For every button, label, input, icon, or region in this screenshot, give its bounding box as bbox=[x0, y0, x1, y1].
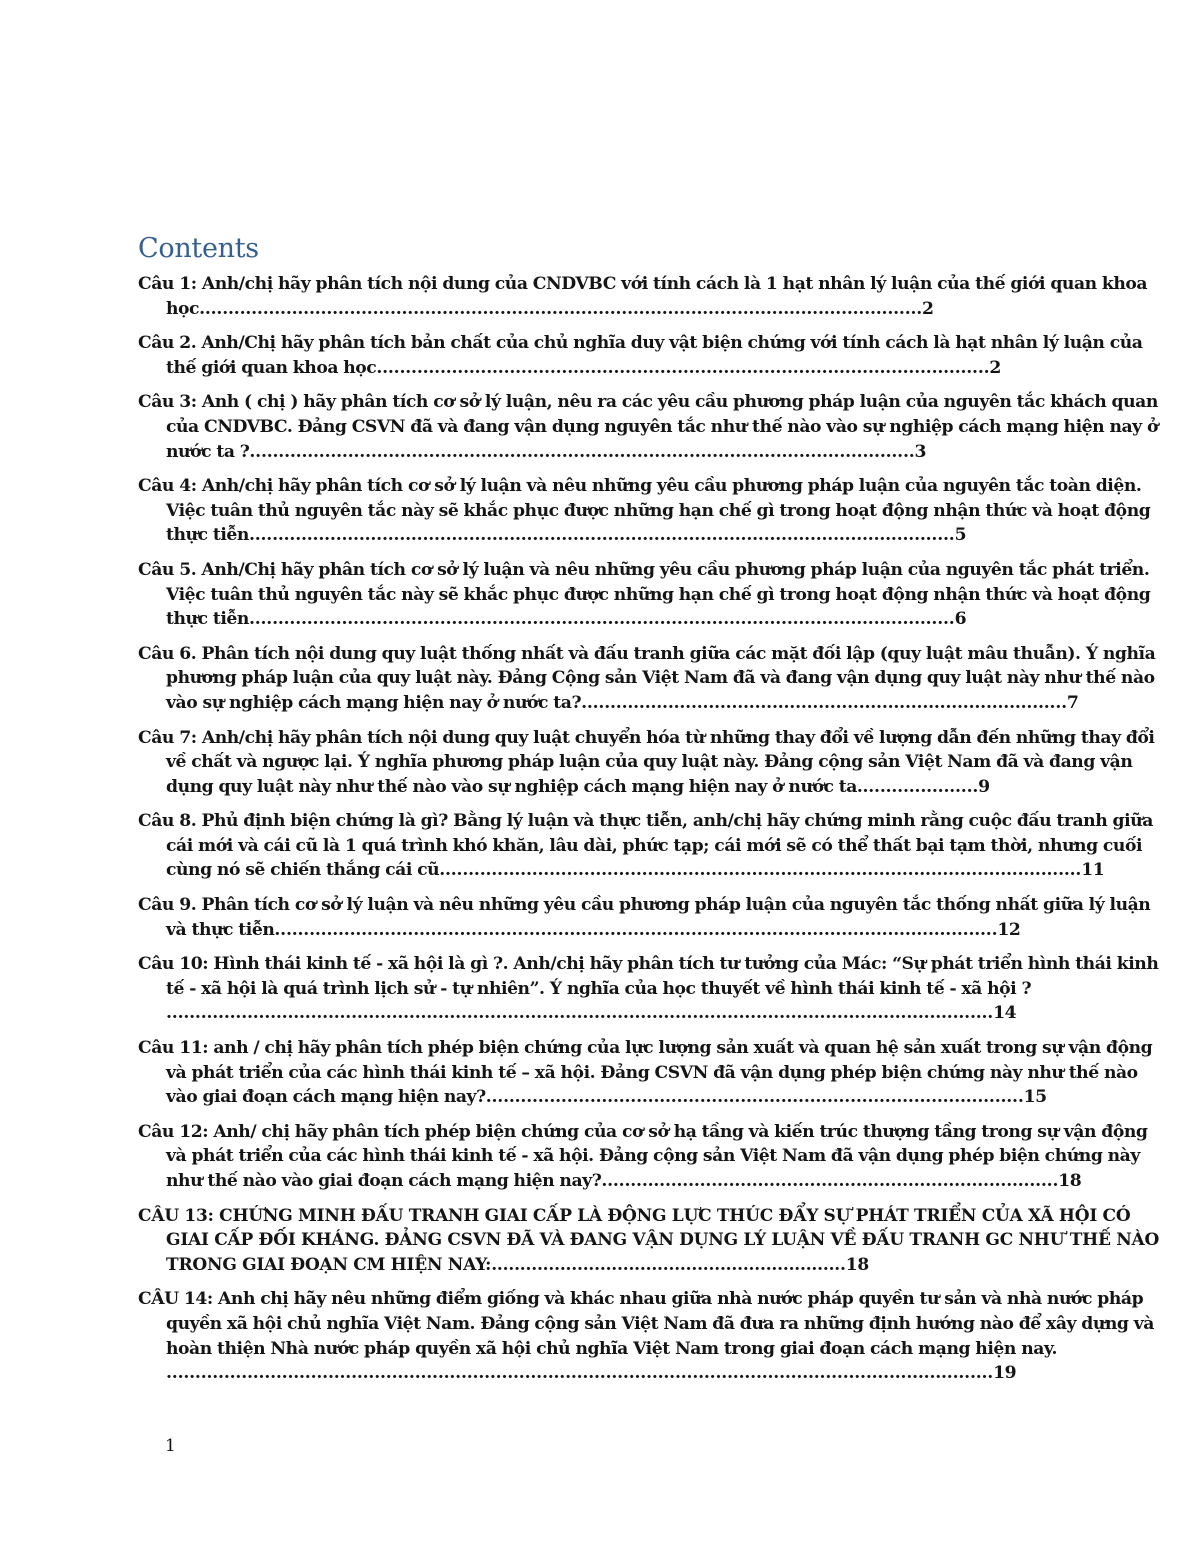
toc-leader: ............................................................................................................................. bbox=[274, 919, 998, 940]
toc-page-number: 14 bbox=[993, 1003, 1017, 1024]
toc-entry-14[interactable] bbox=[138, 1287, 1164, 1385]
toc-list bbox=[138, 272, 1164, 1386]
toc-entry-13[interactable] bbox=[138, 1204, 1164, 1278]
toc-page-number: 2 bbox=[922, 298, 934, 319]
toc-entry-title: Câu 1: Anh/chị hãy phân tích nội dung của CNDVBC với tính cách là 1 hạt nhân lý luận của thế giới quan khoa học bbox=[138, 274, 1148, 319]
toc-leader: .............................................................. bbox=[491, 1254, 846, 1275]
toc-page-number: 18 bbox=[845, 1254, 870, 1275]
toc-entry-7[interactable] bbox=[138, 726, 1164, 800]
toc-leader: .......................................................................................................... bbox=[376, 357, 990, 378]
toc-entry-6[interactable] bbox=[138, 642, 1164, 716]
table-of-contents bbox=[138, 232, 1164, 1396]
toc-page-number: 5 bbox=[954, 525, 967, 546]
toc-entry-title: Câu 6. Phân tích nội dung quy luật thống nhất và đấu tranh giữa các mặt đối lập (quy luật mâu thuẫn). Ý nghĩa phương pháp luận của quy luật này. Đảng Cộng sản Việt Nam đã và đang vận dụng quy luật này như thế nào vào sự nghiệp cách mạng hiện nay ở nước ta? bbox=[138, 643, 1156, 713]
toc-entry-9[interactable] bbox=[138, 893, 1164, 942]
toc-entry-4[interactable] bbox=[138, 474, 1164, 548]
toc-page-number: 7 bbox=[1066, 692, 1079, 713]
toc-entry-11[interactable] bbox=[138, 1036, 1164, 1110]
toc-leader: ............................................................................................................... bbox=[439, 860, 1082, 881]
toc-entry-title: Câu 9. Phân tích cơ sở lý luận và nêu những yêu cầu phương pháp luận của nguyên tắc thống nhất giữa lý luận và thực tiễn bbox=[138, 895, 1151, 940]
toc-entry-title: Câu 3: Anh ( chị ) hãy phân tích cơ sở lý luận, nêu ra các yêu cầu phương pháp luận của nguyên tắc khách quan của CNDVBC. Đảng CSVN đã và đang vận dụng nguyên tắc như thế nào vào sự nghiệp cách mạng hiện nay ở nước ta ? bbox=[138, 392, 1158, 462]
toc-entry-10[interactable] bbox=[138, 952, 1164, 1026]
toc-page-number: 3 bbox=[914, 441, 927, 462]
toc-entry-title: Câu 8. Phủ định biện chứng là gì? Bằng lý luận và thực tiễn, anh/chị hãy chứng minh rằng cuộc đấu tranh giữa cái mới và cái cũ là 1 quá trình khó khăn, lâu dài, phức tạp; cái mới sẽ có thể thất bại tạm thời, nhưng cuối cùng nó sẽ chiến thắng cái cũ bbox=[138, 811, 1153, 881]
toc-leader: .................... bbox=[862, 776, 979, 797]
toc-leader: ............................................................................................. bbox=[485, 1087, 1024, 1108]
toc-entry-2[interactable] bbox=[138, 331, 1164, 380]
toc-page-number: 12 bbox=[997, 919, 1021, 940]
toc-page-number: 9 bbox=[978, 776, 990, 797]
toc-entry-title: Câu 7: Anh/chị hãy phân tích nội dung quy luật chuyển hóa từ những thay đổi về lượng dẫn đến những thay đổi về chất và ngược lại. Ý nghĩa phương pháp luận của quy luật này. Đảng cộng sản Việt Nam đã và đang vận dụng quy luật này như thế nào vào sự nghiệp cách mạng hiện nay ở nước ta. bbox=[138, 727, 1155, 797]
toc-entry-5[interactable] bbox=[138, 558, 1164, 632]
toc-entry-title: Câu 2. Anh/Chị hãy phân tích bản chất của chủ nghĩa duy vật biện chứng với tính cách là hạt nhân lý luận của thế giới quan khoa học bbox=[138, 333, 1143, 378]
toc-leader: ................................................................................................................... bbox=[249, 441, 915, 462]
toc-page-number: 2 bbox=[989, 357, 1001, 378]
toc-page-number: 11 bbox=[1081, 860, 1105, 881]
toc-entry-title: CÂU 13: CHỨNG MINH ĐẤU TRANH GIAI CẤP LÀ ĐỘNG LỰC THÚC ĐẨY SỰ PHÁT TRIỂN CỦA XÃ HỘI CÓ GIAI CẤP ĐỐI KHÁNG. ĐẢNG CSVN ĐÃ VÀ ĐANG VẬN DỤNG LÝ LUẬN VỀ ĐẤU TRANH GC NHƯ THẾ NÀO TRONG GIAI ĐOẠN CM HIỆN NAY: bbox=[138, 1205, 1160, 1275]
toc-entry-title: CÂU 14: Anh chị hãy nêu những điểm giống và khác nhau giữa nhà nước pháp quyền tư sản và nhà nước pháp quyền xã hội chủ nghĩa Việt Nam. Đảng cộng sản Việt Nam đã đưa ra những định hướng nào để xây dựng và hoàn thiện Nhà nước pháp quyền xã hội chủ nghĩa Việt Nam trong giai đoạn cách mạng hiện nay. bbox=[138, 1289, 1154, 1359]
toc-page-number: 19 bbox=[993, 1363, 1017, 1384]
toc-page-number: 15 bbox=[1023, 1087, 1047, 1108]
toc-page-number: 6 bbox=[954, 609, 967, 630]
toc-entry-title: Câu 10: Hình thái kinh tế - xã hội là gì ?. Anh/chị hãy phân tích tư tưởng của Mác: “Sự phát triển hình thái kinh tế - xã hội là quá trình lịch sử - tự nhiên”. Ý nghĩa của học thuyết về hình thái kinh tế - xã hội ? bbox=[138, 954, 1159, 999]
toc-entry-12[interactable] bbox=[138, 1120, 1164, 1194]
toc-entry-title: Câu 4: Anh/chị hãy phân tích cơ sở lý luận và nêu những yêu cầu phương pháp luận của nguyên tắc toàn diện. Việc tuân thủ nguyên tắc này sẽ khắc phục được những hạn chế gì trong hoạt động nhận thức và hoạt động thực tiễn bbox=[138, 476, 1151, 546]
toc-leader: ............................................................................... bbox=[601, 1171, 1059, 1191]
toc-leader: ............................................................................................................................................... bbox=[166, 1003, 994, 1024]
toc-entry-3[interactable] bbox=[138, 390, 1164, 464]
toc-entry-title: Câu 11: anh / chị hãy phân tích phép biện chứng của lực lượng sản xuất và quan hệ sản xuất trong sự vận động và phát triển của các hình thái kinh tế – xã hội. Đảng CSVN đã vận dụng phép biện chứng này như thế nào vào giai đoạn cách mạng hiện nay? bbox=[138, 1038, 1153, 1108]
toc-leader: .......................................................................................................................... bbox=[248, 525, 955, 546]
toc-leader: .................................................................................... bbox=[581, 692, 1067, 713]
toc-leader: ............................................................................................................................. bbox=[199, 298, 923, 319]
toc-entry-1[interactable] bbox=[138, 272, 1164, 321]
toc-leader: .......................................................................................................................... bbox=[248, 609, 955, 630]
toc-heading: Contents bbox=[138, 233, 259, 264]
toc-page-number: 18 bbox=[1058, 1171, 1082, 1191]
toc-entry-title: Câu 12: Anh/ chị hãy phân tích phép biện chứng của cơ sở hạ tầng và kiến trúc thượng tầng trong sự vận động và phát triển của các hình thái kinh tế - xã hội. Đảng cộng sản Việt Nam đã vận dụng phép biện chứng này như thế nào vào giai đoạn cách mạng hiện nay? bbox=[138, 1121, 1148, 1191]
toc-entry-8[interactable] bbox=[138, 809, 1164, 883]
page-number: 1 bbox=[165, 1436, 176, 1456]
toc-entry-title: Câu 5. Anh/Chị hãy phân tích cơ sở lý luận và nêu những yêu cầu phương pháp luận của nguyên tắc phát triển. Việc tuân thủ nguyên tắc này sẽ khắc phục được những hạn chế gì trong hoạt động nhận thức và hoạt động thực tiễn bbox=[138, 559, 1151, 630]
toc-leader: ............................................................................................................................................... bbox=[166, 1363, 994, 1384]
